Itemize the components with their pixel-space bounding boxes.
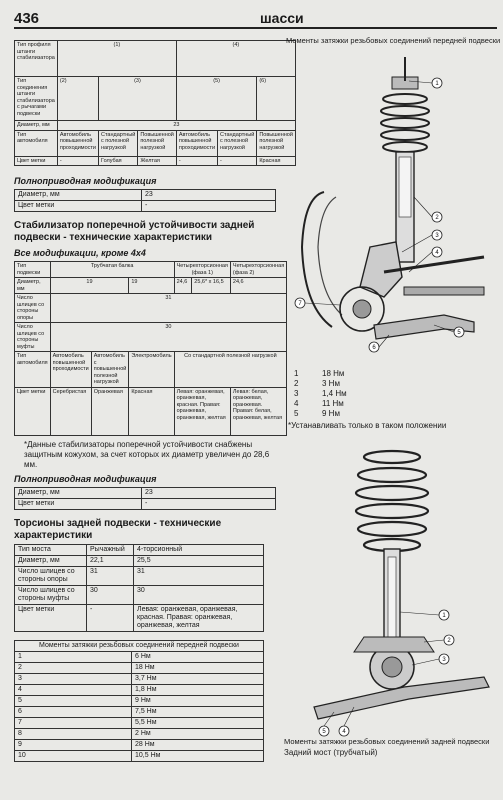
table-cell: 19 [129, 278, 174, 294]
torque-value: 3 Нм [322, 379, 340, 388]
table-cell: Диаметр, мм [15, 278, 51, 294]
figure-2-caption: Моменты затяжки резьбовых соединений задней подвески [284, 737, 490, 746]
callout-label: 6 [372, 345, 376, 351]
table-cell: Тип подвески [15, 262, 51, 278]
right-column [284, 36, 500, 759]
table-cell: 9 [15, 739, 132, 750]
table-cell: 1 [15, 651, 132, 662]
table-cell: 30 [50, 323, 287, 352]
table-cell: Тип соединения штанги стабилизатора с рычагами подвески [15, 77, 58, 121]
table-cell: Цвет метки [15, 201, 142, 212]
table-cell: 8 [15, 728, 132, 739]
front-torque-list [288, 369, 500, 431]
table-cell: Число шлицев со стороны муфты [15, 323, 51, 352]
table-cell: 31 [134, 566, 264, 585]
table-cell: Тип профиля штанги стабилизатора [15, 41, 58, 77]
table-cell: Автомобиль повышенной проходимости [176, 130, 217, 156]
table-cell: Тип моста [15, 544, 87, 555]
table-cell: 9 Нм [132, 695, 264, 706]
table-cell: Красная [129, 387, 174, 435]
table-cell: 24,6 [230, 278, 286, 294]
table-cell: Цвет метки [15, 387, 51, 435]
callout-label: 2 [435, 215, 439, 221]
table-cell: 31 [87, 566, 134, 585]
table-cell: (5) [176, 77, 256, 121]
table-cell: - [87, 604, 134, 631]
callout-label: 4 [435, 250, 439, 256]
table-cell: 23 [142, 487, 276, 498]
table-cell: 25,6* x 16,5 [192, 278, 231, 294]
awd-heading-2: Полноприводная модификация [14, 473, 157, 484]
table-cell: (3) [98, 77, 176, 121]
front-stabilizer-table [14, 40, 296, 166]
callout-label: 1 [435, 81, 439, 87]
table-cell: 4-торсионный [134, 544, 264, 555]
table-cell: Повышенной полезной нагрузкой [257, 130, 296, 156]
awd-heading-1: Полноприводная модификация [14, 176, 157, 186]
page-header [0, 0, 503, 30]
left-column [14, 36, 293, 762]
table-cell: Автомобиль повышенной проходимости [50, 352, 91, 388]
table-cell: Диаметр, мм [15, 121, 58, 131]
table-cell: 22,1 [87, 555, 134, 566]
table-cell: Левая: оранжевая, оранжевая, красная. Правая: оранжевая, оранжевая, желтая [134, 604, 264, 631]
table-cell: 1,8 Нм [132, 684, 264, 695]
torque-value: 1,4 Нм [322, 389, 347, 398]
rear-stabilizer-subheading: Все модификации, кроме 4x4 [14, 248, 146, 258]
table-cell: Число шлицев со стороны опоры [15, 566, 87, 585]
table-cell: 25,5 [134, 555, 264, 566]
torque-item [294, 399, 500, 409]
table-cell: Диаметр, мм [15, 555, 87, 566]
table-cell: 30 [87, 585, 134, 604]
table-cell: - [218, 156, 257, 166]
torque-value: 9 Нм [322, 409, 340, 418]
table-cell: 5,5 Нм [132, 717, 264, 728]
figure-note: *Устанавливать только в таком положении [288, 421, 447, 430]
table-cell: Серебристая [50, 387, 91, 435]
callout-label: 7 [298, 301, 302, 307]
torsion-heading: Торсионы задней подвески - технические характеристики [14, 517, 222, 541]
table-cell: 19 [50, 278, 129, 294]
rear-stabilizer-table [14, 261, 287, 436]
table-cell: Тип автомобиля [15, 352, 51, 388]
table-cell: (1) [57, 41, 176, 77]
callout-label: 1 [442, 613, 446, 619]
table-cell: Автомобиль повышенной проходимости [57, 130, 98, 156]
table-cell: (2) [57, 77, 98, 121]
torque-item [294, 389, 500, 399]
table-cell: Диаметр, мм [15, 487, 142, 498]
table-cell: Со стандартной полезной нагрузкой [174, 352, 287, 388]
table-cell: 2 [15, 662, 132, 673]
table-cell: 31 [50, 294, 287, 323]
table-cell: Красная [257, 156, 296, 166]
callout-label: 3 [435, 233, 439, 239]
callout-label: 4 [342, 729, 346, 735]
running-title: шасси [260, 10, 304, 26]
table-cell: Электромобиль [129, 352, 174, 388]
rear-stabilizer-heading: Стабилизатор поперечной устойчивости задней подвески - технические характеристики [14, 220, 255, 243]
table-cell: Оранжевая [91, 387, 129, 435]
torque-value: 18 Нм [322, 369, 345, 378]
table-cell: Стандартный с полезной нагрузкой [98, 130, 137, 156]
table-cell: Тип автомобиля [15, 130, 58, 156]
table-cell: 7,5 Нм [132, 706, 264, 717]
table-cell: Число шлицев со стороны муфты [15, 585, 87, 604]
table-cell: Цвет метки [15, 498, 142, 509]
table-cell: 3,7 Нм [132, 673, 264, 684]
table-cell: 4 [15, 684, 132, 695]
table-cell: Стандартный с полезной нагрузкой [218, 130, 257, 156]
torque-item [294, 369, 500, 379]
table-cell: Цвет метки [15, 604, 87, 631]
awd-table-1 [14, 189, 276, 212]
callout-label: 2 [447, 638, 451, 644]
table-cell: Число шлицев со стороны опоры [15, 294, 51, 323]
figure-1-caption: Моменты затяжки резьбовых соединений передней подвески [286, 36, 500, 45]
torque-index: 2 [294, 379, 299, 388]
table-cell: 5 [15, 695, 132, 706]
front-torque-table [14, 640, 264, 762]
table-cell: Четырехторсионная (фаза 2) [230, 262, 286, 278]
table-cell: Автомобиль с повышенной полезной нагрузкой [91, 352, 129, 388]
torque-index: 5 [294, 409, 299, 418]
table-cell: Трубчатая балка [50, 262, 174, 278]
torque-index: 1 [294, 369, 299, 378]
table-cell: 23 [142, 190, 276, 201]
torque-index: 4 [294, 399, 299, 408]
torque-item [294, 409, 500, 419]
table-cell: 23 [57, 121, 295, 131]
front-suspension-figure [284, 47, 500, 365]
table-cell: 24,6 [174, 278, 192, 294]
table-cell: - [142, 201, 276, 212]
table-cell: 6 [15, 706, 132, 717]
table-cell: Левая: оранжевая, оранжевая, красная. Правая: оранжевая, оранжевая, желтая [174, 387, 230, 435]
table-cell: Повышенной полезной нагрузкой [138, 130, 177, 156]
callout-label: 3 [442, 657, 446, 663]
table-cell: 7 [15, 717, 132, 728]
table-cell: Левая: белая, оранжевая, оранжевая. Правая: белая, оранжевая, желтая [230, 387, 286, 435]
table-cell: 3 [15, 673, 132, 684]
table-cell: - [176, 156, 217, 166]
table-cell: Рычажный [87, 544, 134, 555]
torque-item [294, 379, 500, 389]
table-cell: 10,5 Нм [132, 750, 264, 761]
rear-suspension-figure [284, 437, 500, 737]
table-cell: 2 Нм [132, 728, 264, 739]
rear-suspension-drawing [284, 437, 500, 737]
table-cell: 28 Нм [132, 739, 264, 750]
table-cell: Цвет метки [15, 156, 58, 166]
callout-label: 5 [322, 729, 326, 735]
table-cell: (6) [257, 77, 296, 121]
table-cell: 18 Нм [132, 662, 264, 673]
callout-label: 5 [457, 330, 461, 336]
table-cell: 10 [15, 750, 132, 761]
torque-value: 11 Нм [322, 399, 344, 408]
figure-2-subcaption: Задний мост (трубчатый) [284, 748, 378, 757]
table-cell: 30 [134, 585, 264, 604]
awd-table-2 [14, 487, 276, 510]
table-cell: Диаметр, мм [15, 190, 142, 201]
table-cell: Желтая [138, 156, 177, 166]
table-cell: - [57, 156, 98, 166]
footnote: *Данные стабилизаторы поперечной устойчивости снабжены защитным кожухом, за счет которых их диаметр увеличен до 28,6 мм. [24, 439, 270, 469]
table-cell: Четырехторсионная (фаза 1) [174, 262, 230, 278]
page-number: 436 [14, 10, 40, 27]
table-cell: - [142, 498, 276, 509]
table-title-cell: Моменты затяжки резьбовых соединений передней подвески [15, 640, 264, 651]
table-cell: (4) [176, 41, 295, 77]
torsion-table [14, 544, 264, 632]
header-rule [14, 27, 497, 29]
table-cell: 6 Нм [132, 651, 264, 662]
table-cell: Голубая [98, 156, 137, 166]
torque-index: 3 [294, 389, 299, 398]
front-suspension-drawing [284, 47, 500, 365]
